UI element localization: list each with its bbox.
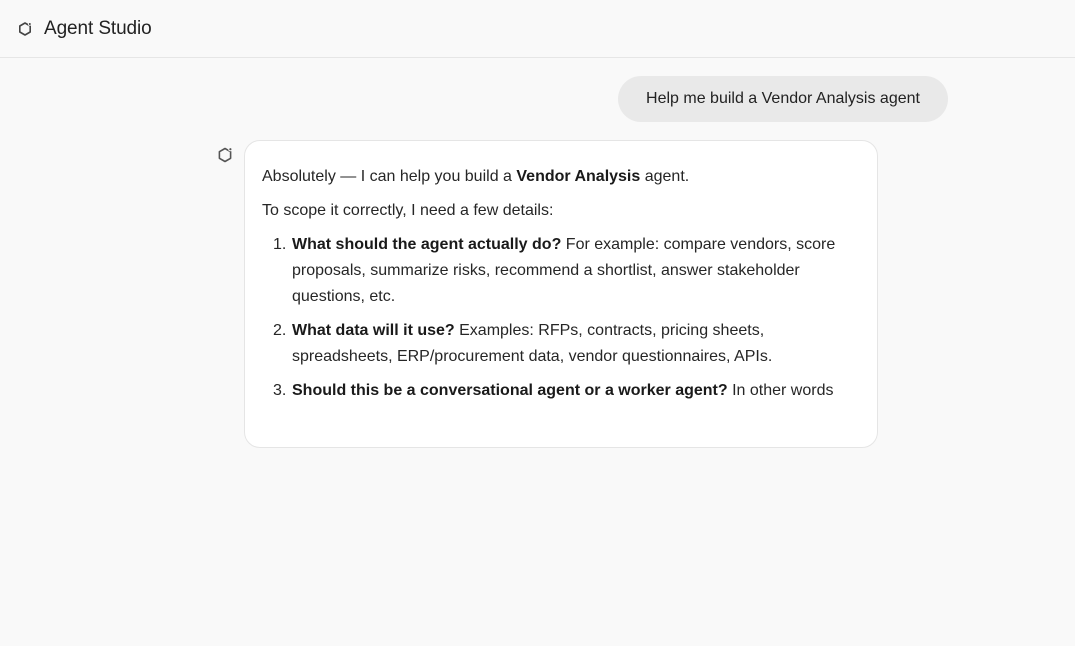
question-text: In other words <box>727 382 834 399</box>
list-item <box>262 378 860 404</box>
list-number: 1. <box>273 236 287 253</box>
question-text: Examples: RFPs, contracts, pricing sheets, spreadsheets, ERP/procurement data, vendor questionnaires, APIs. <box>292 322 773 365</box>
list-number: 3. <box>273 382 287 399</box>
agent-intro <box>262 164 860 190</box>
agent-scope-line: To scope it correctly, I need a few details: <box>262 202 554 219</box>
intro-bold: Vendor Analysis <box>516 168 641 185</box>
top-bar <box>0 0 1075 58</box>
list-item <box>262 318 860 370</box>
list-item <box>262 232 860 310</box>
app-title: Agent Studio <box>44 17 152 39</box>
list-number: 2. <box>273 322 287 339</box>
question-text: For example: compare vendors, score proposals, summarize risks, recommend a shortlist, answer stakeholder questions, etc. <box>292 236 836 305</box>
agent-studio-logo-icon <box>17 21 33 37</box>
intro-text-end: agent. <box>640 168 690 185</box>
intro-text: Absolutely — I can help you build a <box>262 168 517 185</box>
agent-avatar-icon <box>216 146 234 164</box>
user-message-bubble <box>618 76 948 122</box>
question-list <box>262 232 860 404</box>
agent-message-card <box>244 140 878 448</box>
question-bold: What data will it use? <box>292 322 455 339</box>
question-bold: What should the agent actually do? <box>292 236 562 253</box>
user-message-text: Help me build a Vendor Analysis agent <box>646 90 920 107</box>
question-bold: Should this be a conversational agent or a worker agent? <box>292 382 728 399</box>
